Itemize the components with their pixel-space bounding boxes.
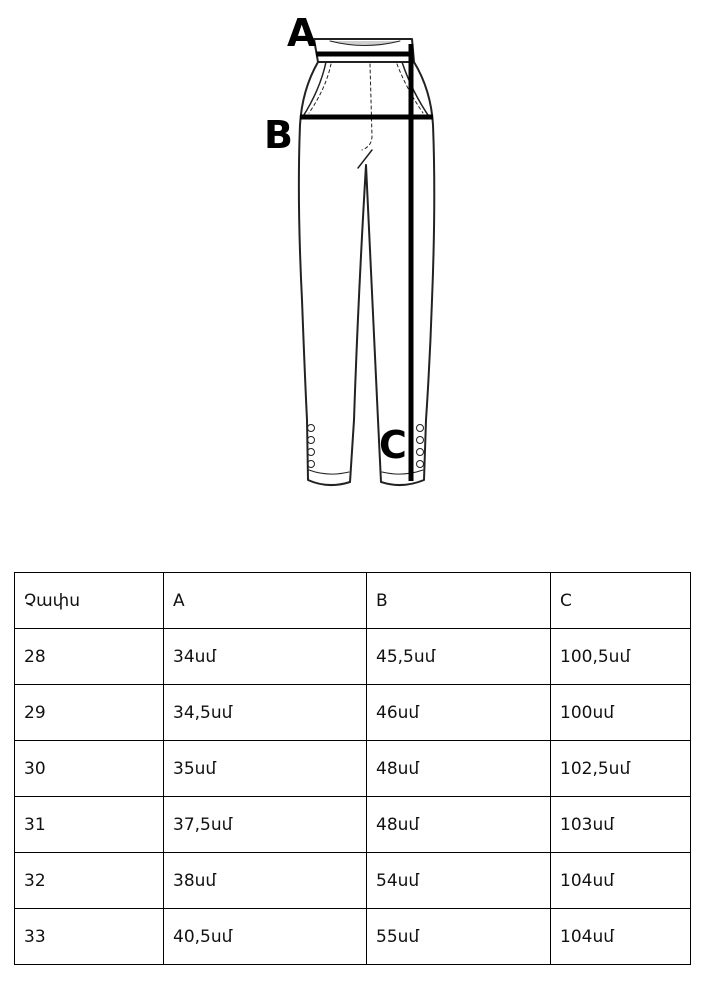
cell-a: 40,5սմ	[164, 909, 367, 965]
table-header-row	[15, 573, 691, 629]
cell-b: 48սմ	[367, 797, 551, 853]
cell-a: 34սմ	[164, 629, 367, 685]
left-hem-buttons	[308, 425, 315, 468]
cell-a: 34,5սմ	[164, 685, 367, 741]
cell-c: 104սմ	[551, 853, 691, 909]
table-row	[15, 629, 691, 685]
header-size: Չափս	[15, 573, 164, 629]
cell-a: 37,5սմ	[164, 797, 367, 853]
right-hem	[382, 470, 423, 474]
cell-b: 55սմ	[367, 909, 551, 965]
cell-size: 28	[15, 629, 164, 685]
fly-stitch	[362, 64, 372, 150]
header-a: A	[164, 573, 367, 629]
marker-label-b: B	[264, 113, 293, 157]
cell-size: 29	[15, 685, 164, 741]
cell-b: 48սմ	[367, 741, 551, 797]
table-row	[15, 741, 691, 797]
cell-b: 46սմ	[367, 685, 551, 741]
cell-c: 104սմ	[551, 909, 691, 965]
table-row	[15, 685, 691, 741]
right-hem-buttons	[417, 425, 424, 468]
marker-label-a: A	[287, 11, 317, 55]
header-c: C	[551, 573, 691, 629]
header-b: B	[367, 573, 551, 629]
waistband-shade	[330, 41, 400, 46]
table-row	[15, 909, 691, 965]
cell-b: 54սմ	[367, 853, 551, 909]
cell-c: 100,5սմ	[551, 629, 691, 685]
cell-a: 35սմ	[164, 741, 367, 797]
cell-a: 38սմ	[164, 853, 367, 909]
cell-b: 45,5սմ	[367, 629, 551, 685]
table-row	[15, 797, 691, 853]
cell-size: 31	[15, 797, 164, 853]
pants-outline	[299, 62, 434, 485]
size-chart-table	[14, 572, 691, 965]
marker-label-c: C	[379, 423, 407, 467]
cell-size: 32	[15, 853, 164, 909]
table-row	[15, 853, 691, 909]
cell-c: 100սմ	[551, 685, 691, 741]
cell-size: 33	[15, 909, 164, 965]
left-hem	[309, 470, 349, 474]
cell-size: 30	[15, 741, 164, 797]
cell-c: 103սմ	[551, 797, 691, 853]
cell-c: 102,5սմ	[551, 741, 691, 797]
